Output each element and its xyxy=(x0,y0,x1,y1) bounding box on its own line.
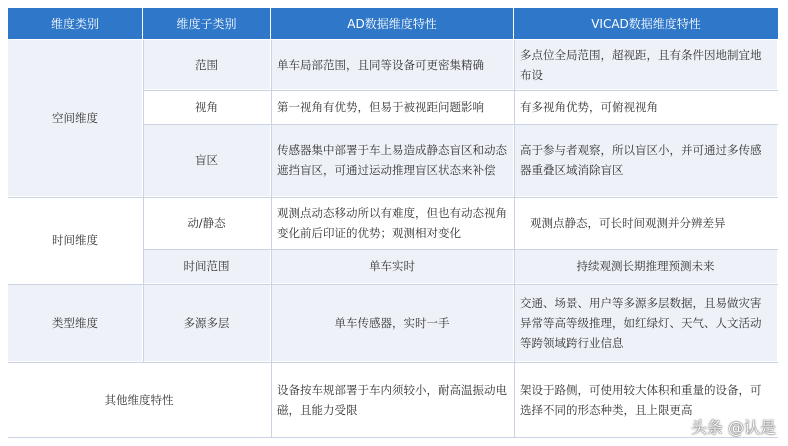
vicad-other: 架设于路侧，可使用较大体积和重量的设备，可选择不同的形态种类，且上限更高 xyxy=(514,362,778,438)
ad-other: 设备按车规部署于车内须较小，耐高温振动电磁，且能力受限 xyxy=(271,362,514,438)
ad-view: 第一视角有优势，但易于被视距问题影响 xyxy=(271,90,514,124)
divider xyxy=(143,90,778,91)
vicad-blind: 高于参与者观察，所以盲区小，并可通过多传感器重叠区域消除盲区 xyxy=(514,124,778,197)
ad-span: 单车实时 xyxy=(271,249,514,284)
divider xyxy=(8,197,778,198)
header-subcategory: 维度子类别 xyxy=(143,8,271,40)
divider xyxy=(8,362,778,363)
header-vicad: VICAD数据维度特性 xyxy=(514,8,778,40)
category-other: 其他维度特性 xyxy=(8,362,271,438)
vicad-span: 持续观测长期推理预测未来 xyxy=(514,249,778,284)
divider xyxy=(8,437,778,438)
ad-range: 单车局部范围，且同等设备可更密集精确 xyxy=(271,40,514,90)
sub-multi: 多源多层 xyxy=(143,284,271,362)
ad-multi: 单车传感器，实时一手 xyxy=(271,284,514,362)
header-ad: AD数据维度特性 xyxy=(271,8,514,40)
ad-motion: 观测点动态移动所以有难度，但也有动态视角变化前后印证的优势；观测相对变化 xyxy=(271,197,514,249)
divider xyxy=(143,40,144,362)
vicad-view: 有多视角优势，可俯视视角 xyxy=(514,90,778,124)
vicad-range: 多点位全局范围，超视距，且有条件因地制宜地布设 xyxy=(514,40,778,90)
divider xyxy=(271,40,272,438)
vicad-multi: 交通、场景、用户等多源多层数据，且易做灾害异常等高等级推理，如红绿灯、天气、人文活动等跨领域跨行业信息 xyxy=(514,284,778,362)
category-space: 空间维度 xyxy=(8,40,143,197)
divider xyxy=(514,40,515,438)
sub-motion: 动/静态 xyxy=(143,197,271,249)
watermark: 头条 @认是 xyxy=(690,418,776,437)
sub-view: 视角 xyxy=(143,90,271,124)
divider xyxy=(143,124,778,125)
ad-blind: 传感器集中部署于车上易造成静态盲区和动态遮挡盲区，可通过运动推理盲区状态来补偿 xyxy=(271,124,514,197)
sub-blind: 盲区 xyxy=(143,124,271,197)
divider xyxy=(143,249,778,250)
category-time: 时间维度 xyxy=(8,197,143,284)
sub-span: 时间范围 xyxy=(143,249,271,284)
comparison-table xyxy=(8,8,778,438)
category-type: 类型维度 xyxy=(8,284,143,362)
header-category: 维度类别 xyxy=(8,8,143,40)
vicad-motion: 观测点静态，可长时间观测并分辨差异 xyxy=(514,197,778,249)
divider xyxy=(8,284,778,285)
sub-range: 范围 xyxy=(143,40,271,90)
